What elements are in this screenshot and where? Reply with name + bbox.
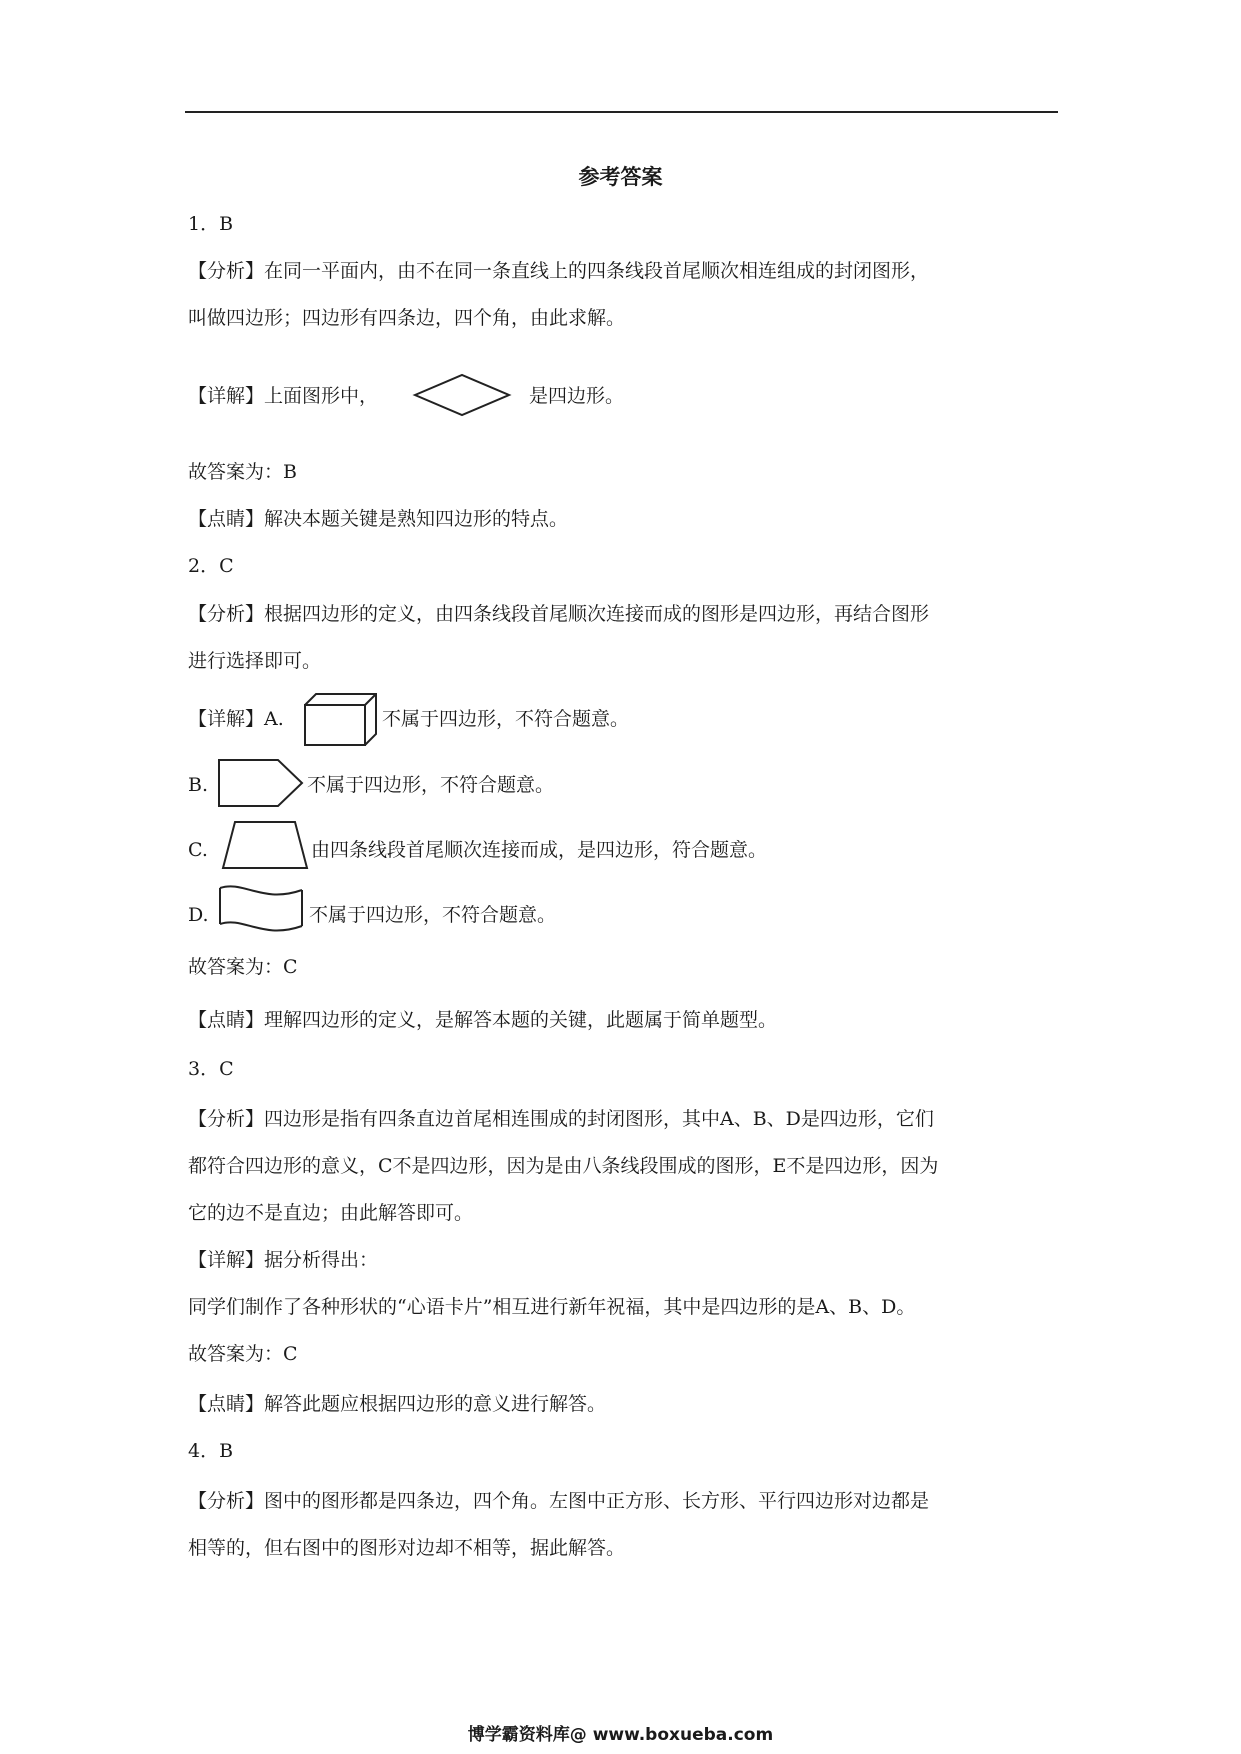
q1-detail-prefix: 【详解】上面图形中， <box>188 385 379 407</box>
q1-analysis-line1: 【分析】在同一平面内，由不在同一条直线上的四条线段首尾顺次相连组成的封闭图形， <box>188 260 930 282</box>
header-rule <box>185 111 1058 113</box>
q2-number: 2．C <box>188 555 234 577</box>
q2-detail-a-suffix: 不属于四边形，不符合题意。 <box>382 708 630 730</box>
q3-answer: 故答案为：C <box>188 1343 298 1365</box>
q1-detail-suffix: 是四边形。 <box>529 385 625 407</box>
q3-analysis-line1: 【分析】四边形是指有四条直边首尾相连围成的封闭图形，其中A、B、D是四边形，它们 <box>188 1108 934 1130</box>
q2-detail-a-prefix: 【详解】A. <box>188 708 284 730</box>
q2-option-c-suffix: 由四条线段首尾顺次连接而成，是四边形，符合题意。 <box>311 839 768 861</box>
rhombus-figure <box>412 372 512 418</box>
page-title: 参考答案 <box>578 165 663 189</box>
footer-watermark: 博学霸资料库@ www.boxueba.com <box>467 1725 774 1745</box>
q3-number: 3．C <box>188 1058 234 1080</box>
q2-option-d-prefix: D. <box>188 904 209 926</box>
trapezoid-figure <box>219 818 311 872</box>
q2-analysis-line1: 【分析】根据四边形的定义，由四条线段首尾顺次连接而成的图形是四边形，再结合图形 <box>188 603 930 625</box>
q1-number: 1．B <box>188 213 234 235</box>
q2-option-c-prefix: C. <box>188 839 208 861</box>
wavy-shape-figure <box>216 882 308 938</box>
q3-analysis-line3: 它的边不是直边；由此解答即可。 <box>188 1202 474 1224</box>
q4-analysis-line2: 相等的，但右图中的图形对边却不相等，据此解答。 <box>188 1537 626 1559</box>
q2-option-b-prefix: B. <box>188 774 209 796</box>
cuboid-figure <box>302 691 382 748</box>
q2-analysis-line2: 进行选择即可。 <box>188 650 322 672</box>
q2-option-b-suffix: 不属于四边形，不符合题意。 <box>307 774 555 796</box>
q1-answer: 故答案为：B <box>188 461 297 483</box>
q3-detail: 【详解】据分析得出： <box>188 1249 379 1271</box>
q3-tip: 【点睛】解答此题应根据四边形的意义进行解答。 <box>188 1393 607 1415</box>
q2-option-d-suffix: 不属于四边形，不符合题意。 <box>309 904 557 926</box>
q4-analysis-line1: 【分析】图中的图形都是四条边，四个角。左图中正方形、长方形、平行四边形对边都是 <box>188 1490 930 1512</box>
q3-analysis-line2: 都符合四边形的意义，C不是四边形，因为是由八条线段围成的图形，E不是四边形，因为 <box>188 1155 939 1177</box>
q4-number: 4．B <box>188 1440 234 1462</box>
q1-tip: 【点睛】解决本题关键是熟知四边形的特点。 <box>188 508 569 530</box>
q3-detail-line2: 同学们制作了各种形状的“心语卡片”相互进行新年祝福，其中是四边形的是A、B、D。 <box>188 1296 916 1318</box>
q2-answer: 故答案为：C <box>188 956 298 978</box>
q1-analysis-line2: 叫做四边形；四边形有四条边，四个角，由此求解。 <box>188 307 626 329</box>
pentagon-figure <box>216 757 306 809</box>
q2-tip: 【点睛】理解四边形的定义，是解答本题的关键，此题属于简单题型。 <box>188 1009 778 1031</box>
